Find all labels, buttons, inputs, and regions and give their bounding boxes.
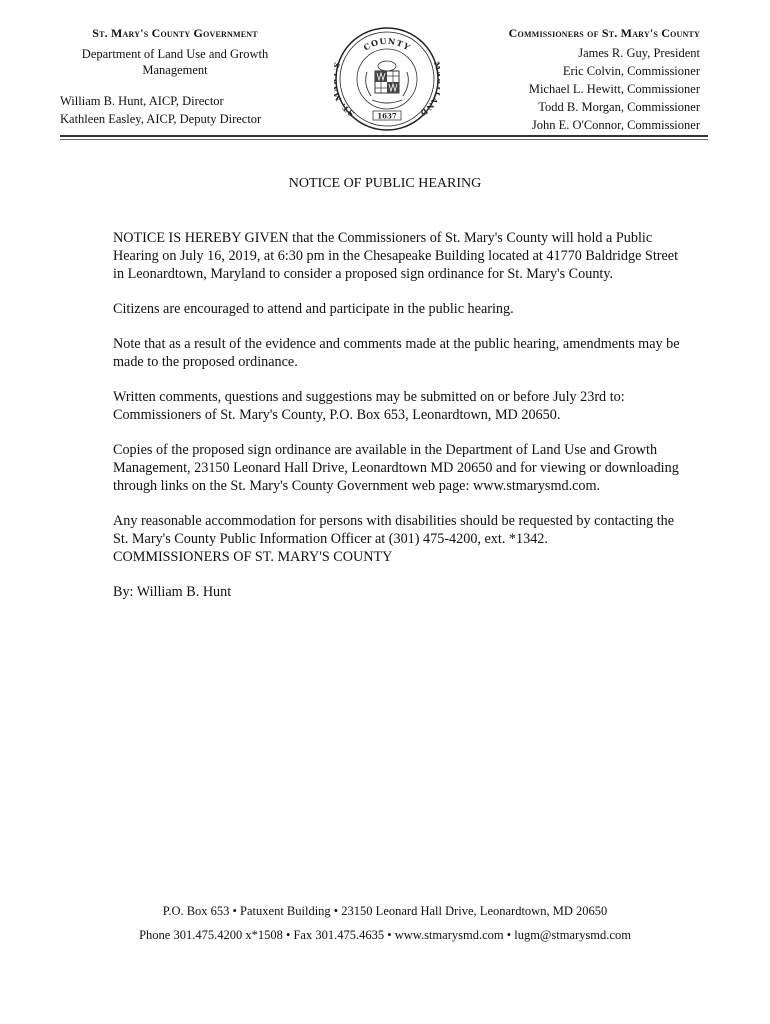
- county-seal: [334, 26, 440, 132]
- notice-paragraph: Any reasonable accommodation for persons with disabilities should be requested by contacting the St. Mary's County Public Information Officer at (301) 475-4200, ext. *1342.: [113, 513, 675, 547]
- letterhead-right: [450, 24, 700, 134]
- notice-body: [113, 229, 683, 601]
- seal-right-text: AND: [418, 95, 440, 119]
- deputy-director-name: Kathleen Easley, AICP, Deputy Director: [60, 112, 262, 126]
- commissioners-title: Commissioners of St. Mary's County: [508, 26, 700, 40]
- commissioner-item: Michael L. Hewitt, Commissioner: [528, 82, 700, 96]
- seal-left-text: ST.: [338, 101, 356, 119]
- notice-paragraph: Note that as a result of the evidence and comments made at the public hearing, amendments may be made to the proposed ordinance.: [113, 336, 680, 370]
- commissioner-item: Todd B. Morgan, Commissioner: [538, 100, 700, 114]
- notice-paragraph: Copies of the proposed sign ordinance are available in the Department of Land Use and Growth Management, 23150 Leonard Hall Drive, Leonardtown MD 20650 and for viewing or downloading through links on the St. Mary's County Government web page: www.stmarysmd.com.: [113, 442, 679, 494]
- notice-title: NOTICE OF PUBLIC HEARING: [288, 176, 482, 191]
- director-name: William B. Hunt, AICP, Director: [60, 94, 224, 108]
- notice-paragraph: NOTICE IS HEREBY GIVEN that the Commissioners of St. Mary's County will hold a Public Hearing on July 16, 2019, at 6:30 pm in the Chesapeake Building located at 41770 Baldridge Street in Leonardtown, Maryland to consider a proposed sign ordinance for St. Mary's County.: [113, 230, 679, 282]
- letter-footer: [0, 902, 770, 944]
- header-divider-thin: [60, 139, 708, 140]
- commissioner-item: John E. O'Connor, Commissioner: [531, 118, 700, 132]
- notice-signature: By: William B. Hunt: [113, 584, 232, 600]
- commissioner-president: James R. Guy, President: [578, 46, 700, 60]
- notice-paragraph: Written comments, questions and suggestions may be submitted on or before July 23rd to: Commissioners of St. Mary's County, P.O. Box 653, Leonardtown, MD 20650.: [113, 389, 625, 423]
- svg-text:ST. MARY'S: [334, 60, 356, 118]
- svg-text:MARYLAND: [418, 60, 440, 118]
- commissioner-item: Eric Colvin, Commissioner: [562, 64, 700, 78]
- footer-contact: Phone 301.475.4200 x*1508 • Fax 301.475.4635 • www.stmarysmd.com • lugm@stmarysmd.com: [139, 928, 631, 942]
- footer-address: P.O. Box 653 • Patuxent Building • 23150 Leonard Hall Drive, Leonardtown, MD 20650: [162, 904, 608, 918]
- department-name: Department of Land Use and Growth Management: [81, 47, 269, 77]
- seal-top-text: COUNTY: [361, 35, 413, 53]
- letterhead-left: [60, 24, 290, 128]
- svg-text:COUNTY: [362, 36, 413, 53]
- commissioners-list: [450, 44, 700, 134]
- notice-paragraph: Citizens are encouraged to attend and participate in the public hearing.: [113, 301, 514, 317]
- county-seal-graphic: [334, 26, 440, 132]
- notice-closing: COMMISSIONERS OF ST. MARY'S COUNTY: [113, 549, 393, 565]
- officials-list: [60, 92, 290, 128]
- header-divider: [60, 135, 708, 137]
- org-name: St. Mary's County Government: [92, 26, 258, 40]
- seal-year: 1637: [377, 111, 397, 121]
